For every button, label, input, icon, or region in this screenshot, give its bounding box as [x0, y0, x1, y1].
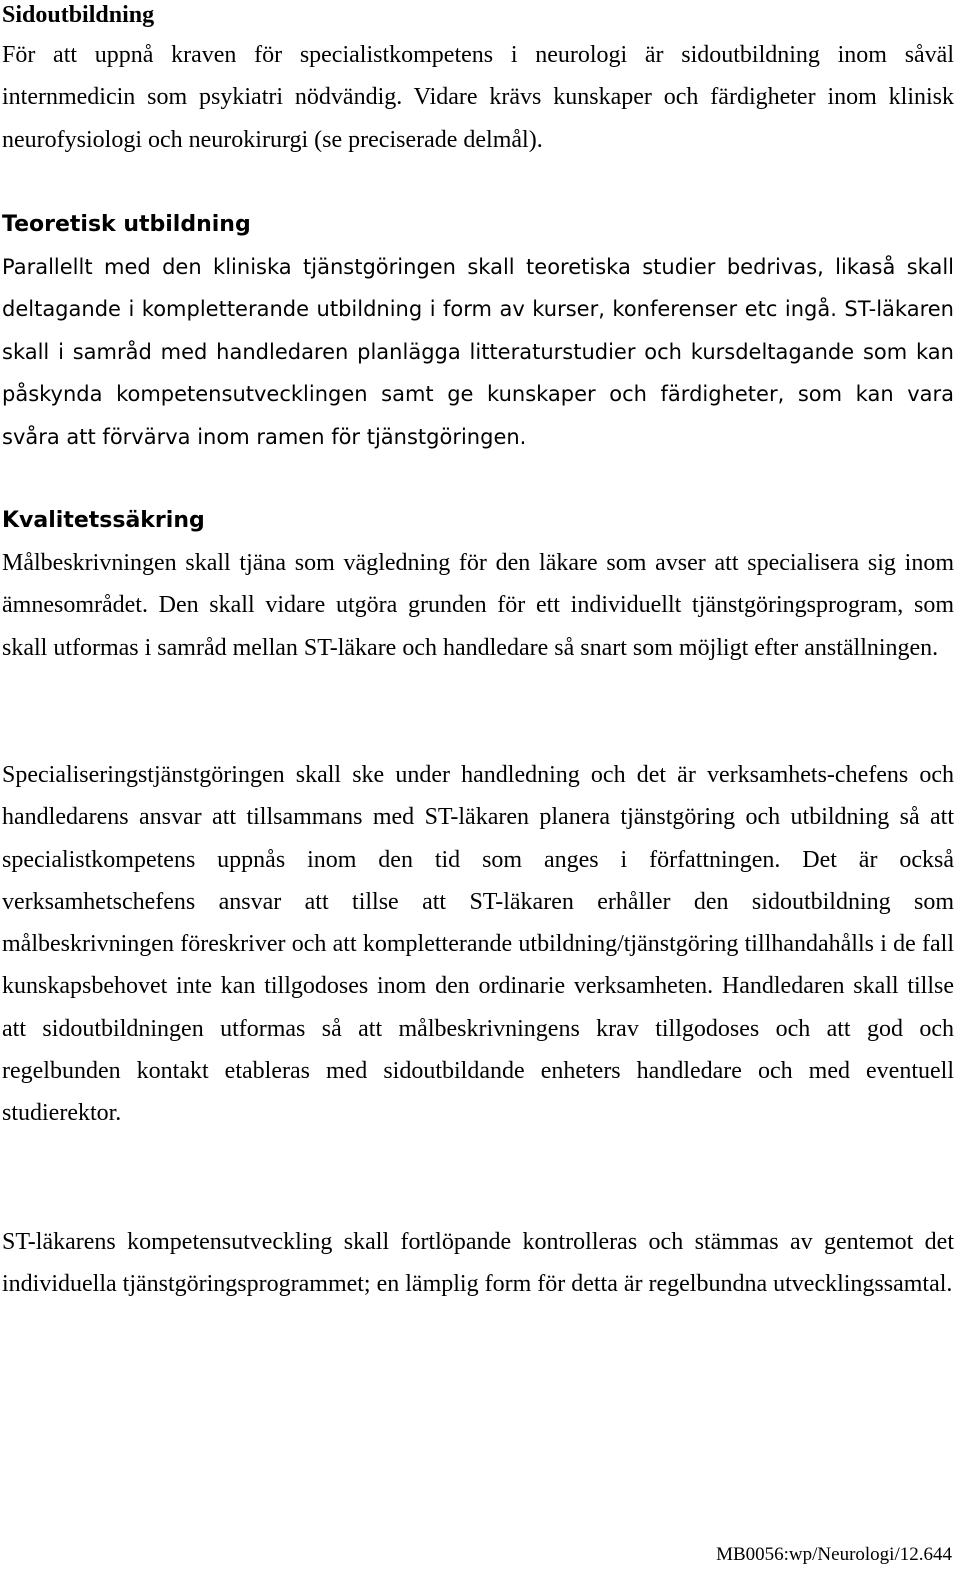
paragraph-sidoutbildning: För att uppnå kraven för specialistkompetens i neurologi är sidoutbildning inom såväl internmedicin som psykiatri nödvändig. Vidare krävs kunskaper och färdigheter inom klinisk neurofysiologi och neurokirurgi (se preciserade delmål).	[2, 42, 954, 153]
document-reference-footer: MB0056:wp/Neurologi/12.644	[716, 1544, 952, 1565]
paragraph-teoretisk-utbildning: Parallellt med den kliniska tjänstgöringen skall teoretiska studier bedrivas, likaså skall deltagande i kompletterande utbildning i form av kurser, konferenser etc ingå. ST-läkaren skall i samråd med handledaren planlägga litteraturstudier och kursdeltagande som kan påskynda kompetensutvecklingen samt ge kunskaper och färdigheter, som kan vara svåra att förvärva inom ramen för tjänstgöringen.	[2, 255, 954, 449]
section-heading-sidoutbildning: Sidoutbildning	[2, 2, 155, 28]
section-heading-kvalitetssakring: Kvalitetssäkring	[2, 508, 205, 533]
section-heading-teoretisk-utbildning: Teoretisk utbildning	[2, 212, 251, 237]
paragraph-kompetensutveckling: ST-läkarens kompetensutveckling skall fortlöpande kontrolleras och stämmas av gentemot det individuella tjänstgöringsprogrammet; en lämplig form för detta är regelbundna utvecklingssamtal.	[2, 1229, 954, 1298]
paragraph-specialiseringstjanstgoring: Specialiseringstjänstgöringen skall ske under handledning och det är verksamhets-chefens och handledarens ansvar att tillsammans med ST-läkaren planera tjänstgöring och utbildning så att specialistkompetens uppnås inom den tid som anges i författningen. Det är också verksamhetschefens ansvar att tillse att ST-läkaren erhåller den sidoutbildning som målbeskrivningen föreskriver och att kompletterande utbildning/tjänstgöring tillhandahålls i de fall kunskapsbehovet inte kan tillgodoses inom den ordinarie verksamheten. Handledaren skall tillse att sidoutbildningen utformas så att målbeskrivningens krav tillgodoses och att god och regelbunden kontakt etableras med sidoutbildande enheters handledare och med eventuell studierektor.	[2, 762, 954, 1127]
paragraph-kvalitetssakring: Målbeskrivningen skall tjäna som vägledning för den läkare som avser att specialisera sig inom ämnesområdet. Den skall vidare utgöra grunden för ett individuellt tjänstgöringsprogram, som skall utformas i samråd mellan ST-läkare och handledare så snart som möjligt efter anställningen.	[2, 550, 954, 661]
